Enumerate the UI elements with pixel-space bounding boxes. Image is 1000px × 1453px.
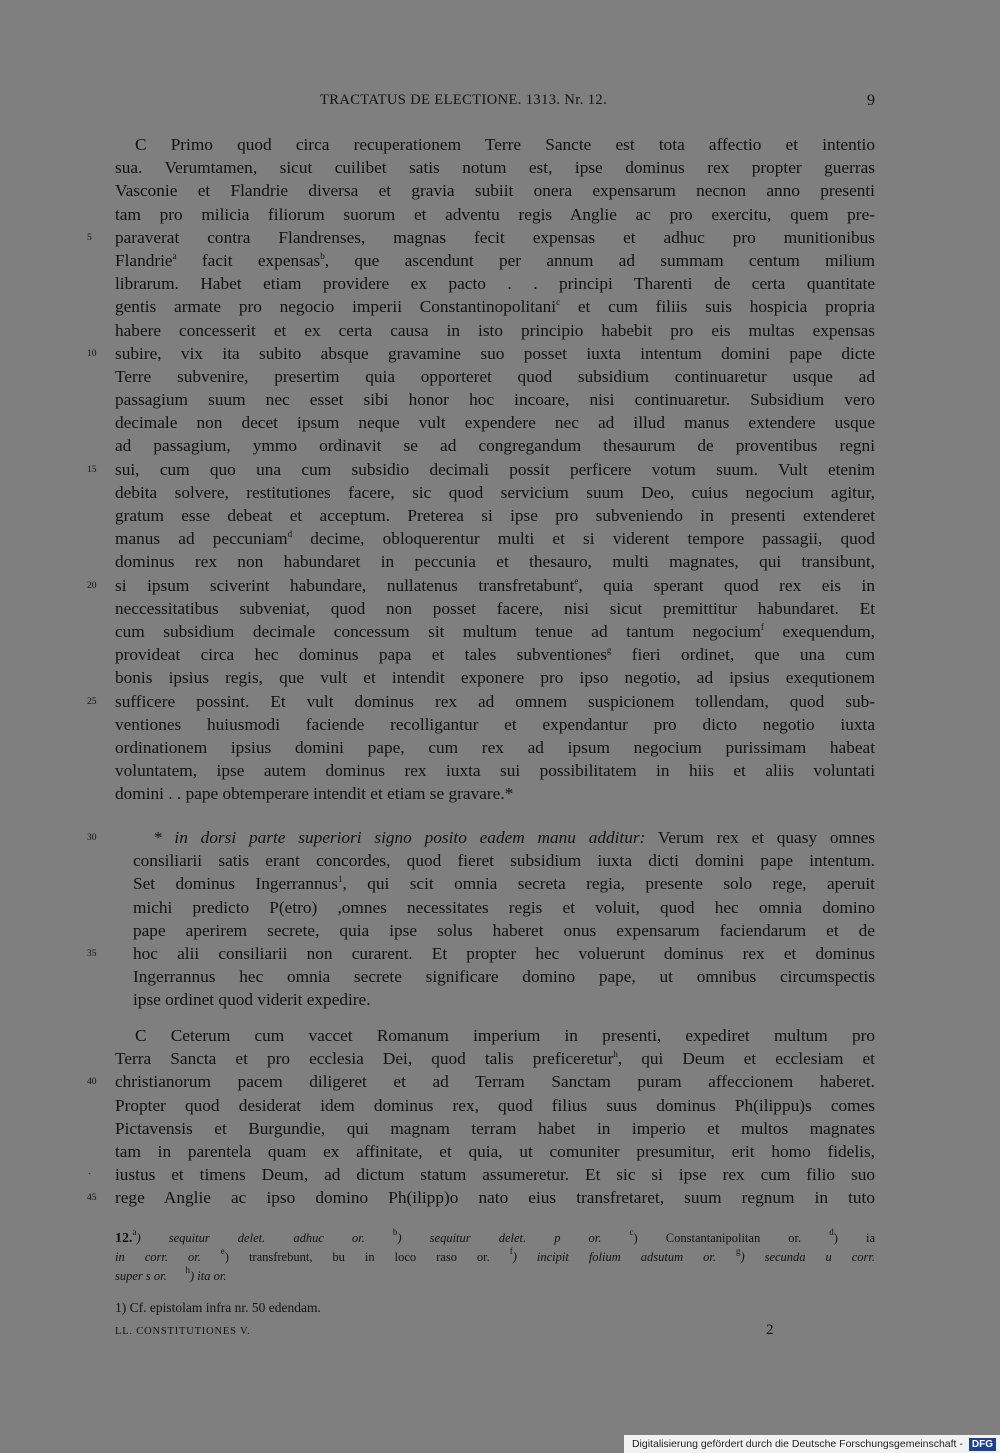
text-line: 35 hoc alii consiliarii non curarent. Et propter hec voluerunt dominus rex et dominus <box>133 942 875 965</box>
dfg-credit-text: Digitalisierung gefördert durch die Deutsche Forschungsgemeinschaft - <box>631 1438 963 1450</box>
text-line: gratum esse debeat et acceptum. Preterea si ipse pro subveniendo in presenti extenderet <box>115 506 875 525</box>
line-number: 40 <box>87 1077 97 1088</box>
text-line: 5 paraverat contra Flandrenses, magnas fecit expensas et adhuc pro munitionibus <box>115 226 875 249</box>
text-line: Vasconie et Flandrie diversa et gravia subiit onera expensarum necnon anno presenti <box>115 181 875 201</box>
text-line: ventiones huiusmodi faciende recolligantur et expendantur pro dicto negotio iuxta <box>115 714 875 734</box>
text-line: Ingerrannus hec omnia secrete significare domino pape, ut omnibus circumspectis <box>133 967 875 987</box>
paragraph-2 <box>87 826 875 1012</box>
page-number: 9 <box>867 92 875 109</box>
signature-number: 2 <box>766 1322 774 1338</box>
text-line: Propter quod desiderat idem dominus rex, quod filius suus dominus Ph(ilippu)s comes <box>115 1095 875 1115</box>
line-number: 5 <box>87 232 92 243</box>
text-line: passagium suum nec esset sibi honor hoc incoare, nisi continuaretur. Subsidium vero <box>115 390 875 410</box>
text-line: C Ceterum cum vaccet Romanum imperium in presenti, expediret multum pro <box>135 1026 875 1045</box>
line-number: 15 <box>87 464 97 475</box>
text-line: Terre subvenire, presertim quia opporteret quod subsidium continuaretur usque ad <box>115 366 875 386</box>
apparatus-line: super s or. $^h$) ita or. <box>115 1265 227 1283</box>
text-line: ipse ordinet quod viderit expedire. <box>133 990 371 1010</box>
text-line: 40 christianorum pacem diligeret et ad Terram Sanctam puram affeccionem haberet. <box>115 1070 875 1093</box>
text-line: bonis ipsius regis, que vult et intendit exponere pro ipso negotio, ad ipsius exequtionem <box>115 668 875 688</box>
text-line: habere concesserit et ex certa causa in isto principio habebit pro eis multas expensas <box>115 320 875 340</box>
critical-apparatus <box>115 1229 875 1286</box>
text-line: 25 sufficere possint. Et vult dominus rex ad omnem suspicionem tollendam, quod sub- <box>115 690 875 713</box>
signature-mark: LL. CONSTITUTIONES V. <box>115 1326 251 1337</box>
text-line: C Primo quod circa recuperationem Terre Sancte est tota affectio et intentio <box>135 135 875 154</box>
text-line: neccessitatibus subveniat, quod non posset facere, nisi sicut premittitur habundaret. Et <box>115 598 875 618</box>
text-line: ad passagium, ymmo ordinavit se ad congregandum thesaurum de proventibus regni <box>115 436 875 456</box>
text-line: Flandrie$^a$ facit expensas$^b$, que ascendunt per annum ad summam centum milium <box>115 250 876 270</box>
text-line: michi predicto P(etro) ,omnes necessitates regis et voluit, quod hec omnia domino <box>133 897 875 917</box>
paragraph-3 <box>87 1024 875 1210</box>
line-number: 20 <box>87 580 97 591</box>
text-line: 20 si ipsum sciverint habundare, nullatenus transfretabunt$^e$, quia sperant quod rex eis in <box>115 574 875 597</box>
text-line: debita solvere, restitutiones facere, sic quod servicium suum Deo, cuius negocium agitur, <box>115 482 875 502</box>
text-line: ordinationem ipsius domini pape, cum rex ad ipsum negocium purissimam habeat <box>115 737 875 757</box>
line-number: 25 <box>87 696 97 707</box>
footnote: 1) Cf. epistolam infra nr. 50 edendam. <box>115 1300 321 1315</box>
text-line: 45 rege Anglie ac ipso domino Ph(ilipp)o nato eius transfretaret, suum regnum in tuto <box>115 1186 875 1209</box>
text-line: provideat circa hec dominus papa et tales subventiones$^g$ fieri ordinet, que una cum <box>115 645 875 665</box>
dfg-logo: DFG <box>969 1438 996 1451</box>
text-line: iustus et timens Deum, ad dictum statum assumeretur. Et sic si ipse rex cum filio suo <box>115 1165 875 1185</box>
line-number: 30 <box>87 833 97 843</box>
text-line: dominus rex non habundaret in peccunia et thesauro, multi magnates, qui transibunt, <box>115 552 875 572</box>
stray-mark: ˎ <box>88 1164 92 1175</box>
running-header <box>115 92 875 116</box>
text-line: 30 * in dorsi parte superiori signo posito eadem manu additur: Verum rex et quasy omnes <box>133 826 875 849</box>
apparatus-line: in corr. or. $^e$) transfrebunt, bu in loco raso or. $^f$) incipit folium adsutum or. $^g$) secunda u corr. <box>115 1246 876 1264</box>
line-number: 35 <box>87 948 97 959</box>
text-line: tam pro milicia filiorum suorum et adventu regis Anglie ac pro exercitu, quem pre- <box>115 204 875 224</box>
paragraph-1 <box>87 133 876 805</box>
text-line: 15 sui, cum quo una cum subsidio decimali possit perficere votum suum. Vult etenim <box>115 458 875 481</box>
text-line: manus ad peccuniam$^d$ decime, obloquerentur multi et si viderent tempore passagii, quod <box>115 529 876 549</box>
text-line: domini . . pape obtemperare intendit et etiam se gravare.* <box>115 784 514 804</box>
text-line: Terra Sancta et pro ecclesia Dei, quod talis preficeretur$^h$, qui Deum et ecclesiam et <box>115 1049 875 1069</box>
text-line: consiliarii satis erant concordes, quod fieret subsidium iuxta dicti domini pape intentum. <box>133 851 875 871</box>
line-number: 10 <box>87 348 97 359</box>
running-title: TRACTATUS DE ELECTIONE. 1313. Nr. 12. <box>320 92 608 108</box>
text-line: 10 subire, vix ita subito absque gravamine suo posset iuxta intentum domini pape dicte <box>115 342 875 365</box>
text-line: librarum. Habet etiam providere ex pacto . . principi Tharenti de certa quantitate <box>115 274 875 294</box>
text-line: pape aperirem secrete, quia ipse solus haberet onus expensarum faciendarum et de <box>133 920 875 940</box>
text-line: sua. Verumtamen, sicut cuilibet satis notum est, ipse dominus rex propter guerras <box>115 158 875 178</box>
text-line: cum subsidium decimale concessum sit multum tenue ad tantum negocium$^f$ exequendum, <box>115 621 875 641</box>
dfg-credit-bar <box>624 1435 1000 1453</box>
text-line: voluntatem, ipse autem dominus rex iuxta sui possibilitatem in hiis et aliis voluntati <box>115 761 875 781</box>
text-line: tam in parentela quam ex affinitate, et quia, ut comuniter presumitur, erit homo fidelis, <box>115 1141 875 1161</box>
text-line: Pictavensis et Burgundie, qui magnam terram habet in imperio et multos magnates <box>115 1118 875 1138</box>
apparatus-line: 12.$^a$) sequitur delet. adhuc or. $^b$) sequitur delet. p or. $^c$) Constantanipolitan or. $^d$) ia <box>115 1227 876 1246</box>
line-number: 45 <box>87 1193 97 1204</box>
text-line: Set dominus Ingerrannus$^1$, qui scit omnia secreta regia, presente solo rege, aperuit <box>133 874 875 894</box>
text-line: decimale non decet ipsum neque vult expendere nec ad illud manus extendere usque <box>115 413 875 433</box>
text-line: gentis armate pro negocio imperii Constantinopolitani$^c$ et cum filiis suis hospicia propria <box>115 297 875 317</box>
